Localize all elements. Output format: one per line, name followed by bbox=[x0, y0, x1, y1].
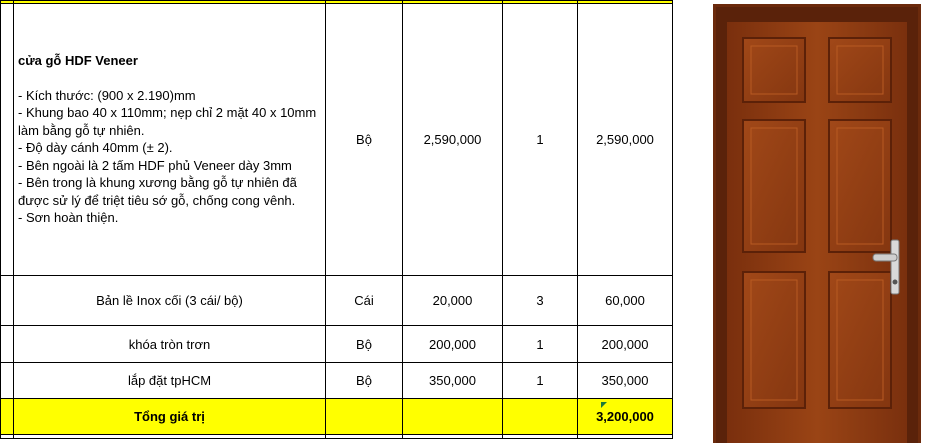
row-gutter-cell[interactable] bbox=[1, 326, 14, 363]
qty-cell[interactable]: 1 bbox=[503, 326, 578, 363]
table-row-hinge bbox=[1, 276, 673, 326]
qty-cell[interactable]: 3 bbox=[503, 276, 578, 326]
row-gutter-cell[interactable] bbox=[1, 363, 14, 399]
cell[interactable] bbox=[326, 435, 403, 439]
door-spec-line: - Khung bao 40 x 110mm; nẹp chỉ 2 mặt 40 x 10mm làm bằng gỗ tự nhiên. bbox=[18, 105, 317, 138]
total-label-cell[interactable]: Tổng giá trị bbox=[14, 399, 326, 435]
price-cell[interactable]: 200,000 bbox=[403, 326, 503, 363]
door-spec-line: - Kích thước: (900 x 2.190)mm bbox=[18, 87, 196, 103]
price-cell[interactable]: 2,590,000 bbox=[403, 4, 503, 276]
table-row-total bbox=[1, 399, 673, 435]
row-gutter-cell[interactable] bbox=[1, 4, 14, 276]
item-name-cell[interactable]: lắp đặt tpHCM bbox=[14, 363, 326, 399]
total-cell[interactable]: 350,000 bbox=[578, 363, 673, 399]
total-cell[interactable]: 200,000 bbox=[578, 326, 673, 363]
cell[interactable] bbox=[503, 435, 578, 439]
table-row-lock bbox=[1, 326, 673, 363]
cell[interactable] bbox=[1, 435, 14, 439]
price-cell[interactable]: 350,000 bbox=[403, 363, 503, 399]
cell[interactable] bbox=[14, 435, 326, 439]
unit-cell[interactable]: Bộ bbox=[326, 326, 403, 363]
cell[interactable] bbox=[403, 435, 503, 439]
row-gutter-cell[interactable] bbox=[1, 399, 14, 435]
grand-total-cell[interactable]: 3,200,000 bbox=[578, 399, 673, 435]
qty-cell[interactable]: 1 bbox=[503, 4, 578, 276]
table-row-install bbox=[1, 363, 673, 399]
unit-cell[interactable]: Bộ bbox=[326, 4, 403, 276]
item-name-cell[interactable]: khóa tròn trơn bbox=[14, 326, 326, 363]
price-cell[interactable]: 20,000 bbox=[403, 276, 503, 326]
door-description-cell[interactable] bbox=[14, 4, 326, 276]
total-cell[interactable]: 2,590,000 bbox=[578, 4, 673, 276]
empty-cell[interactable] bbox=[326, 399, 403, 435]
empty-cell[interactable] bbox=[403, 399, 503, 435]
door-image-area bbox=[705, 0, 934, 443]
empty-cell[interactable] bbox=[503, 399, 578, 435]
door-spec-line: - Sơn hoàn thiện. bbox=[18, 210, 119, 226]
table-row-door bbox=[1, 4, 673, 276]
door-title: cửa gỗ HDF Veneer bbox=[18, 53, 138, 69]
wooden-door-icon bbox=[713, 0, 921, 443]
door-spec-line: - Bên trong là khung xương bằng gỗ tự nhiên đã được sử lý để triệt tiêu sớ gỗ, chống cong vênh. bbox=[18, 175, 297, 208]
unit-cell[interactable]: Cái bbox=[326, 276, 403, 326]
door-spec-line: - Độ dày cánh 40mm (± 2). bbox=[18, 140, 173, 156]
row-gutter-cell[interactable] bbox=[1, 276, 14, 326]
qty-cell[interactable]: 1 bbox=[503, 363, 578, 399]
bottom-gutter-row bbox=[1, 435, 673, 439]
cell[interactable] bbox=[578, 435, 673, 439]
unit-cell[interactable]: Bộ bbox=[326, 363, 403, 399]
item-name-cell[interactable]: Bản lề Inox cối (3 cái/ bộ) bbox=[14, 276, 326, 326]
door-spec-line: - Bên ngoài là 2 tấm HDF phủ Veneer dày 3mm bbox=[18, 157, 292, 173]
cell-error-indicator-icon bbox=[601, 402, 607, 408]
total-cell[interactable]: 60,000 bbox=[578, 276, 673, 326]
